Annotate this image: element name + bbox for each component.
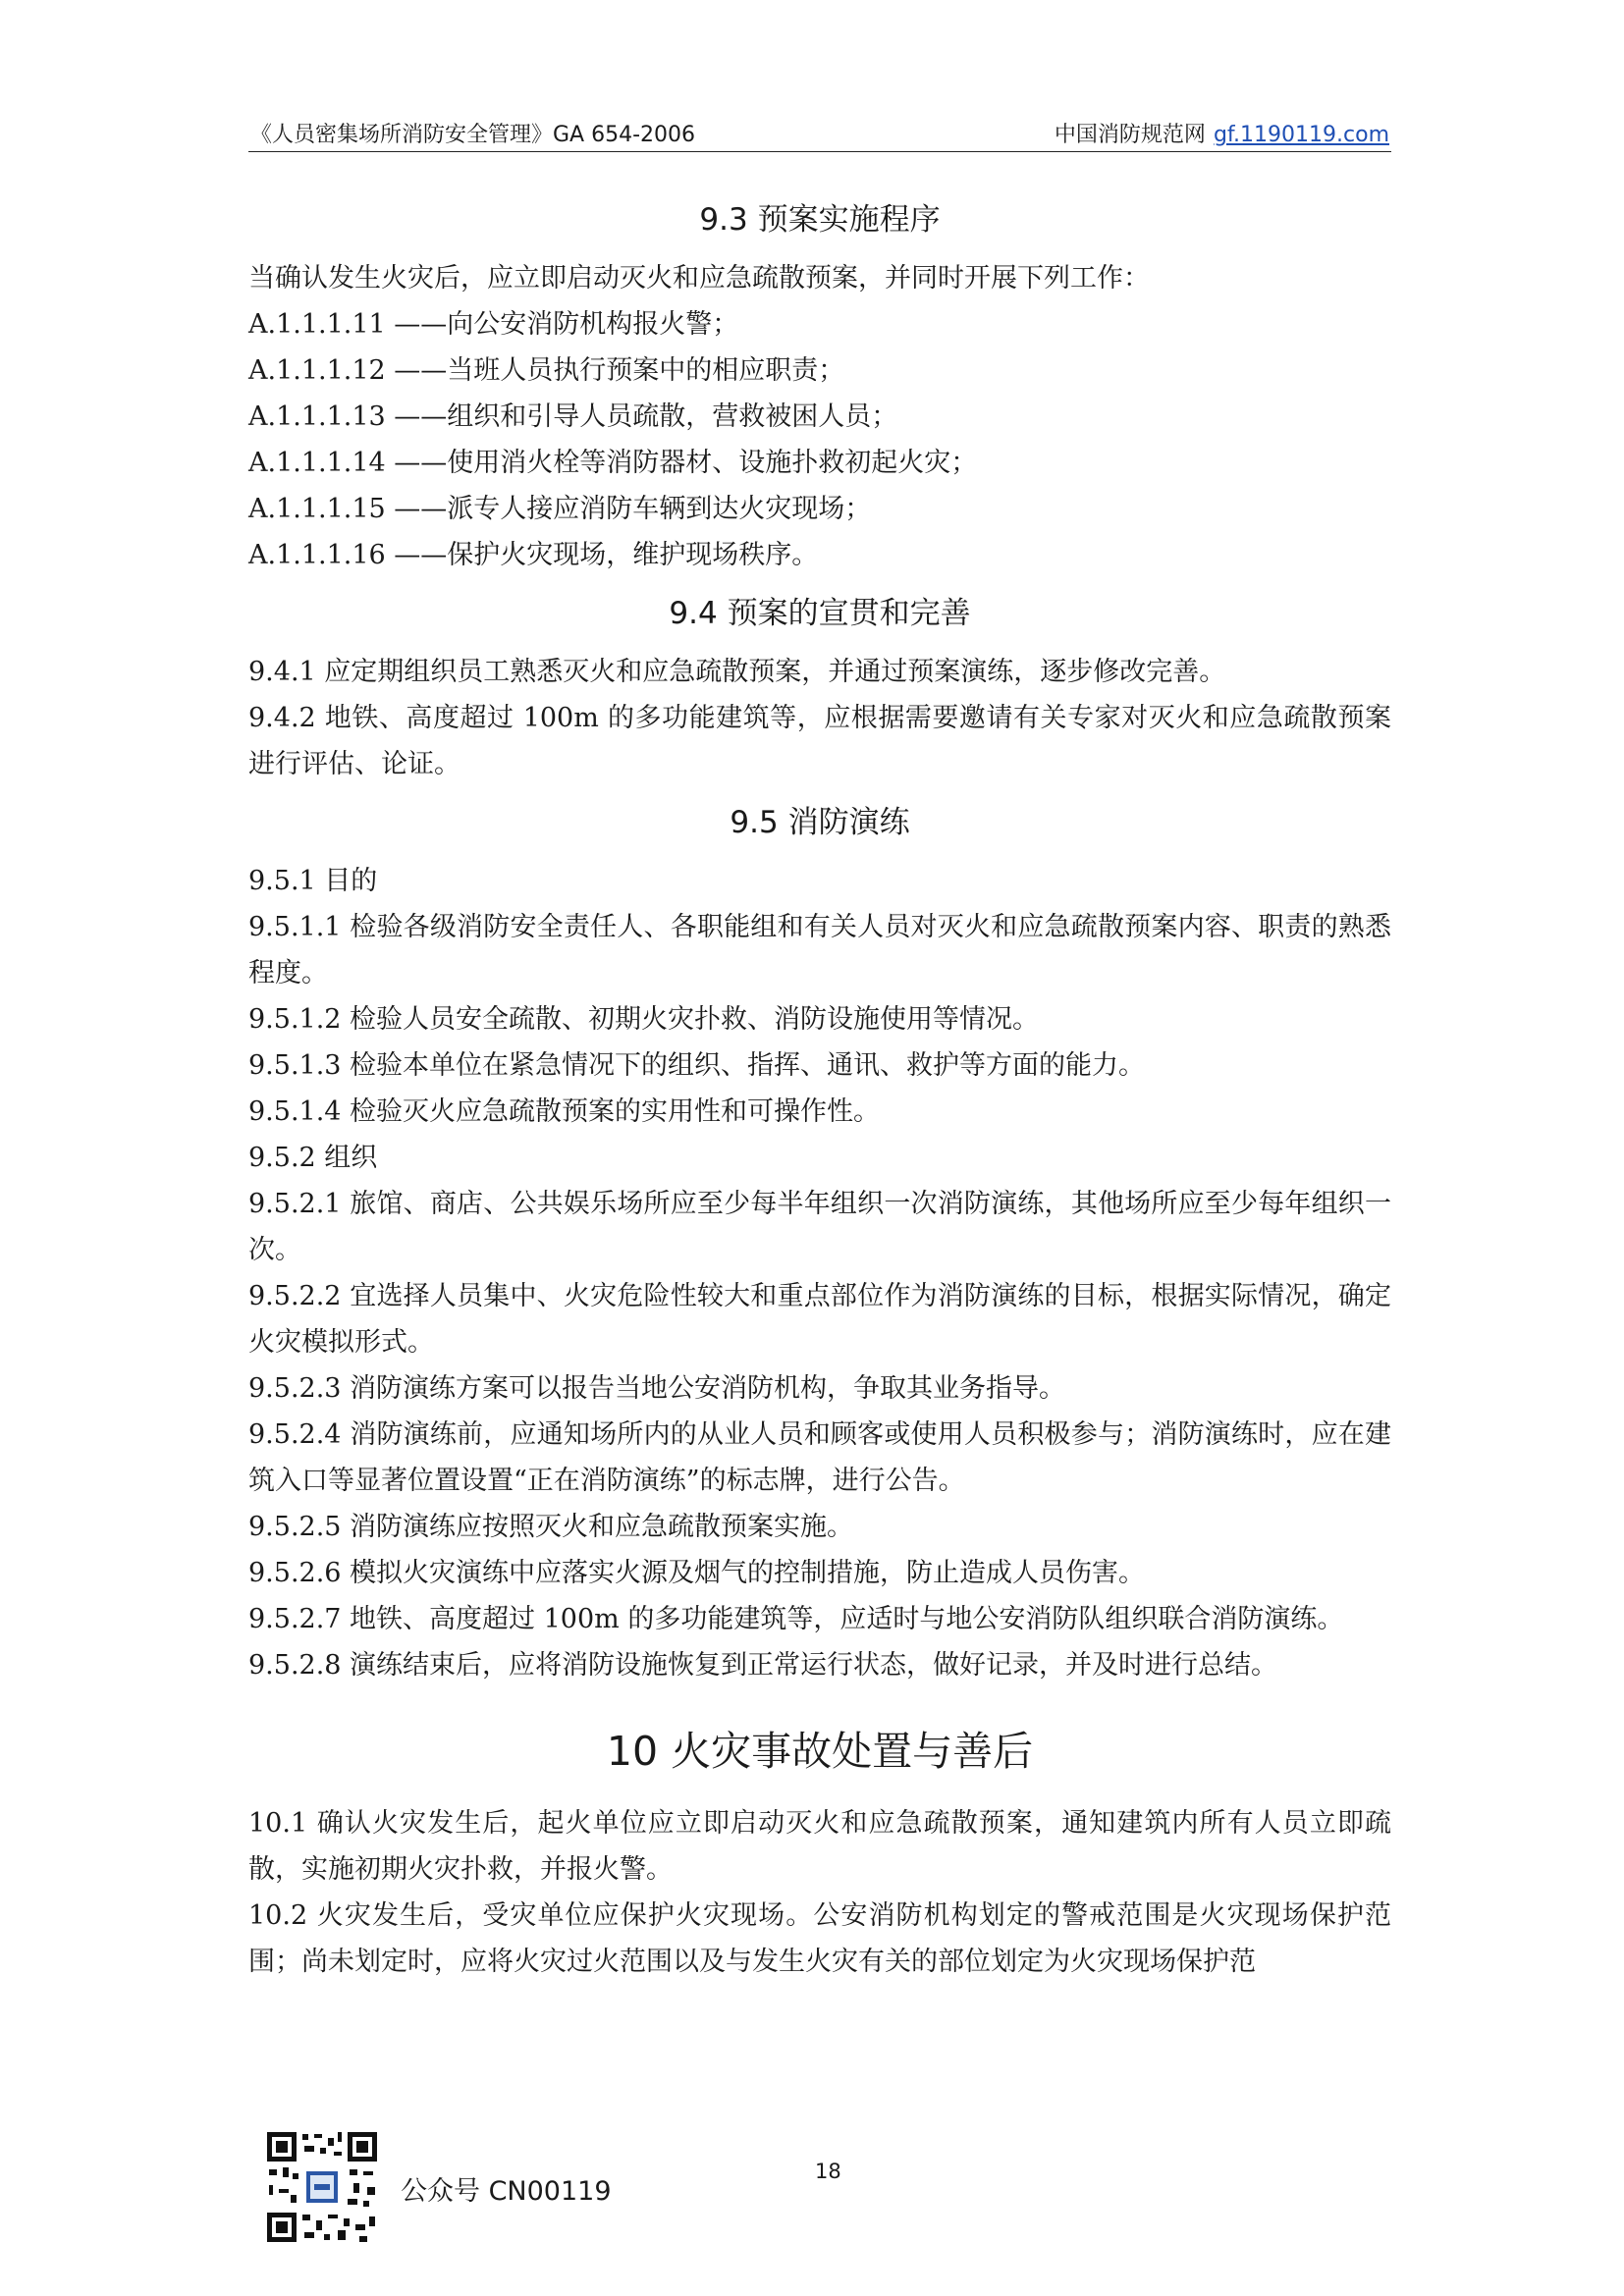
paragraph: 9.4.2 地铁、高度超过 100m 的多功能建筑等，应根据需要邀请有关专家对灭火和应急疏散预案进行评估、论证。 <box>248 703 1391 779</box>
paragraph: 9.4.1 应定期组织员工熟悉灭火和应急疏散预案，并通过预案演练，逐步修改完善。 <box>248 657 1226 687</box>
paragraph: 9.5.2.6 模拟火灾演练中应落实火源及烟气的控制措施，防止造成人员伤害。 <box>248 1558 1146 1588</box>
paragraph: 当确认发生火灾后，应立即启动灭火和应急疏散预案，并同时开展下列工作： <box>248 263 1150 294</box>
paragraph: 9.5.2.3 消防演练方案可以报告当地公安消防机构，争取其业务指导。 <box>248 1373 1066 1404</box>
paragraph: 9.5.1.3 检验本单位在紧急情况下的组织、指挥、通讯、救护等方面的能力。 <box>248 1050 1146 1081</box>
paragraph: 9.5.1 目的 <box>248 866 378 896</box>
paragraph: 9.5.2.2 宜选择人员集中、火灾危险性较大和重点部位作为消防演练的目标，根据实际情况，确定火灾模拟形式。 <box>248 1281 1391 1358</box>
page-footer <box>265 2130 1384 2258</box>
paragraph: 9.5.2.7 地铁、高度超过 100m 的多功能建筑等，应适时与地公安消防队组织联合消防演练。 <box>248 1604 1344 1634</box>
list-item: A.1.1.1.13 ——组织和引导人员疏散，营救被困人员； <box>248 401 898 432</box>
list-item: A.1.1.1.15 ——派专人接应消防车辆到达火灾现场； <box>248 494 872 524</box>
paragraph: 9.5.2.5 消防演练应按照灭火和应急疏散预案实施。 <box>248 1512 854 1542</box>
page-header <box>248 116 1391 152</box>
site-info <box>1055 118 1389 148</box>
qr-code-icon[interactable] <box>265 2130 379 2244</box>
chapter-heading-10: 10 火灾事故处置与善后 <box>606 1728 1034 1775</box>
document-title: 《人员密集场所消防安全管理》GA 654-2006 <box>250 123 696 147</box>
list-item: A.1.1.1.16 ——保护火灾现场，维护现场秩序。 <box>248 540 819 570</box>
paragraph: 9.5.2.1 旅馆、商店、公共娱乐场所应至少每半年组织一次消防演练，其他场所应至少每年组织一次。 <box>248 1189 1391 1265</box>
paragraph: 9.5.2.4 消防演练前，应通知场所内的从业人员和顾客或使用人员积极参与；消防演练时，应在建筑入口等显著位置设置“正在消防演练”的标志牌，进行公告。 <box>248 1419 1391 1496</box>
paragraph: 9.5.1.2 检验人员安全疏散、初期火灾扑救、消防设施使用等情况。 <box>248 1004 1040 1035</box>
paragraph: 10.1 确认火灾发生后，起火单位应立即启动灭火和应急疏散预案，通知建筑内所有人员立即疏散，实施初期火灾扑救，并报火警。 <box>248 1808 1391 1885</box>
list-item: A.1.1.1.14 ——使用消火栓等消防器材、设施扑救初起火灾； <box>248 448 978 478</box>
site-link[interactable]: gf.1190119.com <box>1213 123 1389 147</box>
section-heading-9-3: 9.3 预案实施程序 <box>699 202 941 238</box>
section-heading-9-5: 9.5 消防演练 <box>730 805 910 840</box>
page-number: 18 <box>815 2160 841 2183</box>
wechat-account-label: 公众号 CN00119 <box>401 2176 612 2207</box>
section-heading-9-4: 9.4 预案的宣贯和完善 <box>669 596 971 631</box>
list-item: A.1.1.1.12 ——当班人员执行预案中的相应职责； <box>248 355 845 386</box>
paragraph: 9.5.2 组织 <box>248 1143 378 1173</box>
paragraph: 10.2 火灾发生后，受灾单位应保护火灾现场。公安消防机构划定的警戒范围是火灾现场保护范围；尚未划定时，应将火灾过火范围以及与发生火灾有关的部位划定为火灾现场保护范 <box>248 1900 1391 1977</box>
paragraph: 9.5.1.4 检验灭火应急疏散预案的实用性和可操作性。 <box>248 1096 881 1127</box>
list-item: A.1.1.1.11 ——向公安消防机构报火警； <box>248 309 739 340</box>
document-body <box>248 196 1391 1985</box>
paragraph: 9.5.2.8 演练结束后，应将消防设施恢复到正常运行状态，做好记录，并及时进行总结。 <box>248 1650 1278 1681</box>
site-name: 中国消防规范网 <box>1054 123 1206 147</box>
paragraph: 9.5.1.1 检验各级消防安全责任人、各职能组和有关人员对灭火和应急疏散预案内容、职责的熟悉程度。 <box>248 912 1391 988</box>
